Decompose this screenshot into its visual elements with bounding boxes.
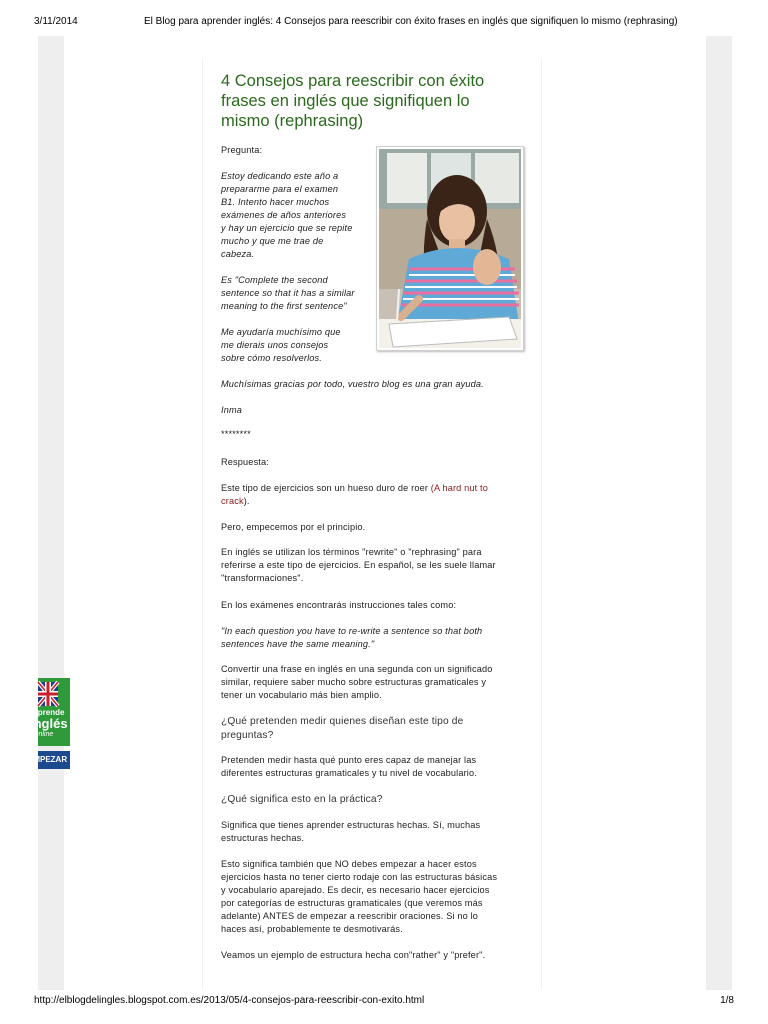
right-gutter [706, 36, 732, 990]
print-footer [34, 995, 734, 1009]
student-studying-image [379, 149, 521, 348]
question-paragraph-3: Me ayudaría muchísimo que me dierais unos consejos sobre cómo resolverlos. [221, 327, 341, 363]
subheading-what-they-measure: ¿Qué pretenden medir quienes diseñan este tipo de preguntas? [221, 716, 464, 741]
hard-nut-link[interactable]: (A hard nut to crack [221, 483, 489, 506]
answer-paragraph-6: Pretenden medir hasta qué punto eres capaz de manejar las diferentes estructuras gramaticales y tu nivel de vocabulario. [221, 755, 477, 778]
student-photo [376, 146, 524, 351]
aprende-ingles-promo[interactable] [30, 678, 70, 746]
promo-line-3: Online [33, 731, 54, 738]
subheading-in-practice: ¿Qué significa esto en la práctica? [221, 794, 383, 805]
answer-paragraph-9: Veamos un ejemplo de estructura hecha con"rather" y "prefer". [221, 950, 486, 960]
question-paragraph-2: Es "Complete the second sentence so that it has a similar meaning to the first sentence" [221, 275, 355, 311]
answer-paragraph-4: En los exámenes encontrarás instrucciones tales como: [221, 600, 457, 610]
answer-paragraph-1: Este tipo de ejercicios son un hueso duro de roer (A hard nut to crack). [221, 483, 489, 506]
answer-paragraph-2: Pero, empecemos por el principio. [221, 522, 366, 532]
answer-paragraph-7: Significa que tienes aprender estructuras hechas. Sí, muchas estructuras hechas. [221, 820, 481, 843]
instruction-quote: "In each question you have to re-write a sentence so that both sentences have the same meaning." [221, 626, 483, 649]
print-url: http://elblogdelingles.blogspot.com.es/2013/05/4-consejos-para-reescribir-con-exito.html [34, 995, 425, 1006]
print-page-count: 1/8 [720, 995, 734, 1006]
post-title[interactable]: 4 Consejos para reescribir con éxito frases en inglés que signifiquen lo mismo (rephrasing) [221, 72, 485, 130]
question-paragraph-1: Estoy dedicando este año a prepararme para el examen B1. Intento hacer muchos exámenes de años anteriores y hay un ejercicio que se repite mucho y que me trae de cabeza. [221, 171, 353, 259]
pregunta-label: Pregunta: [221, 145, 263, 155]
print-page-title: El Blog para aprender inglés: 4 Consejos para reescribir con éxito frases en inglés que signifiquen lo mismo (rephrasing) [144, 16, 678, 27]
promo-line-1: Aprende [32, 708, 65, 717]
promo-line-2: Inglés [30, 716, 68, 731]
thanks-line: Muchísimas gracias por todo, vuestro blog es una gran ayuda. [221, 379, 484, 389]
print-date: 3/11/2014 [34, 16, 78, 27]
empezar-button[interactable]: EMPEZAR [38, 751, 70, 769]
answer-paragraph-3: En inglés se utilizan los términos "rewrite" o "rephrasing" para referirse a este tipo de ejercicios. En español, se les suele llamar "transformaciones". [221, 547, 496, 583]
separator: ******** [221, 429, 251, 439]
print-header [34, 16, 734, 30]
respuesta-label: Respuesta: [221, 457, 269, 467]
answer-paragraph-5: Convertir una frase en inglés en una segunda con un significado similar, requiere saber mucho sobre estructuras gramaticales y tener un vocabulario más bien amplio. [221, 664, 493, 700]
left-gutter [38, 36, 64, 990]
signature: Inma [221, 405, 243, 415]
uk-flag-icon [38, 682, 58, 706]
answer-paragraph-8: Esto significa también que NO debes empezar a hacer estos ejercicios hasta no tener cierto rodaje con las estructuras básicas y vocabulario aparejado. Es decir, es necesario hacer ejercicios por categorías de estructuras gramaticales (que veremos más adelante) ANTES de empezar a reescribir oraciones. Si no lo haces así, probablemente te desmotivarás. [221, 859, 498, 934]
